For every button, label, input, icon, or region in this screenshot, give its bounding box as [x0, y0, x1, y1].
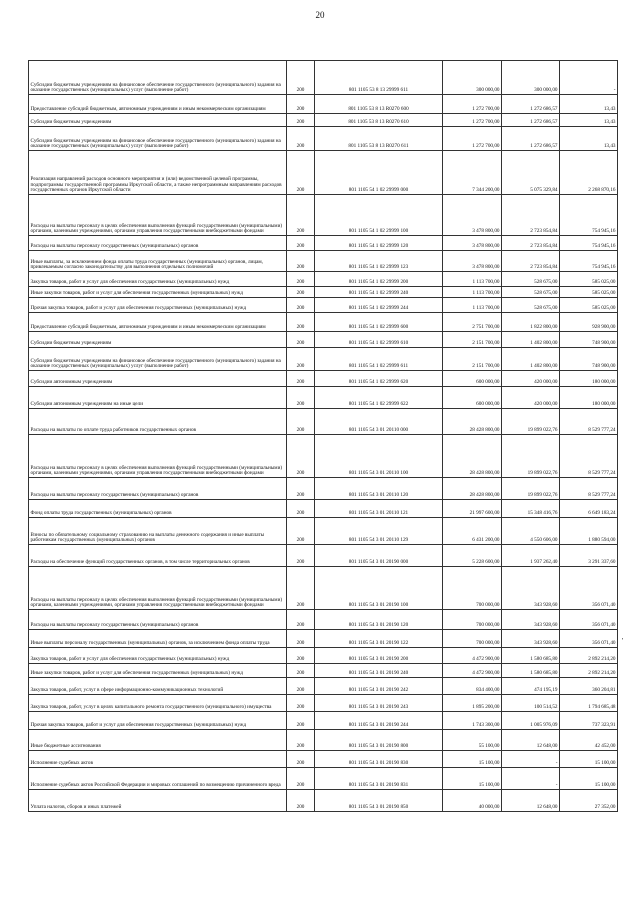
- row-rest: -: [560, 61, 618, 95]
- row-name: Субсидии автономным учреждениям: [29, 371, 287, 387]
- row-rest: 15 100,00: [560, 768, 618, 790]
- row-kbk: 801 1105 54 3 01 20110 129: [315, 518, 443, 545]
- row-code: 200: [287, 332, 315, 348]
- row-exec: 5 075 329,84: [502, 151, 560, 195]
- row-exec: 1 272 686,57: [502, 95, 560, 114]
- row-name: Иные закупки товаров, работ и услуг для обеспечения государственных (муниципальных) нужд: [29, 664, 287, 678]
- row-exec: 528 675,00: [502, 298, 560, 313]
- table-row: [29, 371, 618, 387]
- table-row: [29, 664, 618, 678]
- table-row: [29, 151, 618, 195]
- row-code: 200: [287, 751, 315, 768]
- row-rest: 748 900,00: [560, 348, 618, 371]
- row-exec: 1 402 800,00: [502, 332, 560, 348]
- row-name: Иные выплаты, за исключением фонда оплаты труда государственных (муниципальных) органов, лицам, привлекаемым согласно законодательству для выполнения отдельных полномочий: [29, 251, 287, 272]
- table-row: [29, 195, 618, 236]
- table-row: [29, 348, 618, 371]
- row-name: Закупка товаров, работ, услуг в целях капитального ремонта государственного (муниципального) имущества: [29, 695, 287, 712]
- row-code: 200: [287, 664, 315, 678]
- table-row: [29, 272, 618, 287]
- row-rest: 8 529 777,24: [560, 478, 618, 500]
- row-kbk: 801 1105 54 3 01 20190 242: [315, 678, 443, 695]
- row-rest: 1 880 594,00: [560, 518, 618, 545]
- table-row: [29, 712, 618, 730]
- row-name: Субсидии бюджетным учреждениям на финансовое обеспечение государственного (муниципального) задания на оказание государственных (муниципальных) услуг (выполнение работ): [29, 348, 287, 371]
- row-code: 200: [287, 518, 315, 545]
- row-kbk: 801 1105 54 1 02 29999 610: [315, 332, 443, 348]
- row-name: Иные закупки товаров, работ и услуг для обеспечения государственных (муниципальных) нужд: [29, 287, 287, 298]
- table-row: [29, 768, 618, 790]
- row-rest: 585 025,00: [560, 272, 618, 287]
- page-number: 20: [315, 10, 325, 20]
- table-row: [29, 630, 618, 648]
- row-plan: 15 100,00: [443, 751, 502, 768]
- table-row: [29, 127, 618, 151]
- row-kbk: 801 1105 53 8 13 R0270 611: [315, 127, 443, 151]
- table-row: [29, 251, 618, 272]
- row-kbk: 801 1105 54 1 02 29999 100: [315, 195, 443, 236]
- row-exec: 1 937 262,40: [502, 545, 560, 567]
- row-exec: 15 348 416,76: [502, 500, 560, 518]
- row-kbk: 801 1105 54 3 01 20190 120: [315, 610, 443, 630]
- row-exec: 1 822 800,00: [502, 313, 560, 332]
- row-rest: 748 900,00: [560, 332, 618, 348]
- row-plan: 55 100,00: [443, 730, 502, 751]
- row-code: 200: [287, 545, 315, 567]
- row-plan: 6 431 200,00: [443, 518, 502, 545]
- row-rest: 27 352,00: [560, 790, 618, 812]
- row-name: Прочая закупка товаров, работ и услуг для обеспечения государственных (муниципальных) нужд: [29, 712, 287, 730]
- row-kbk: 801 1105 54 1 02 29999 240: [315, 287, 443, 298]
- row-exec: 12 648,00: [502, 790, 560, 812]
- row-name: Субсидии бюджетным учреждениям на финансовое обеспечение государственного (муниципального) задания на оказание государственных (муниципальных) услуг (выполнение работ): [29, 127, 287, 151]
- row-rest: 180 000,00: [560, 371, 618, 387]
- row-plan: 1 113 700,00: [443, 272, 502, 287]
- row-code: 200: [287, 695, 315, 712]
- row-kbk: 801 1105 54 3 01 20110 100: [315, 435, 443, 478]
- row-name: Расходы на выплаты персоналу в целях обеспечения выполнения функций государственными (муниципальными) органами, казенными учреждениями, органами управления государственными внебюджетными фондами: [29, 435, 287, 478]
- row-name: Расходы на обеспечение функций государственных органов, в том числе территориальных органов: [29, 545, 287, 567]
- row-rest: 360 204,81: [560, 678, 618, 695]
- row-kbk: 801 1105 54 1 02 29999 611: [315, 348, 443, 371]
- row-rest: 754 945,16: [560, 195, 618, 236]
- row-code: 200: [287, 272, 315, 287]
- row-code: 200: [287, 712, 315, 730]
- row-exec: 343 928,60: [502, 630, 560, 648]
- row-code: 200: [287, 114, 315, 127]
- row-kbk: 801 1105 54 1 02 29999 620: [315, 371, 443, 387]
- row-plan: 4 472 900,00: [443, 648, 502, 664]
- row-plan: 1 743 300,00: [443, 712, 502, 730]
- row-exec: 1 402 800,00: [502, 348, 560, 371]
- row-name: Взносы по обязательному социальному страхованию на выплаты денежного содержания и иные выплаты работникам государственных (муниципальных) органов: [29, 518, 287, 545]
- row-code: 200: [287, 768, 315, 790]
- row-plan: 1 272 700,00: [443, 114, 502, 127]
- table-row: [29, 610, 618, 630]
- row-code: 200: [287, 630, 315, 648]
- row-plan: 28 428 800,00: [443, 409, 502, 435]
- row-rest: 585 025,00: [560, 287, 618, 298]
- row-plan: 3 478 800,00: [443, 195, 502, 236]
- row-plan: 2 151 700,00: [443, 332, 502, 348]
- row-kbk: 801 1105 54 3 01 20190 850: [315, 790, 443, 812]
- row-kbk: 801 1105 54 3 01 20190 122: [315, 630, 443, 648]
- row-name: Субсидии бюджетным учреждениям: [29, 332, 287, 348]
- row-rest: 356 071,40: [560, 567, 618, 610]
- row-name: Закупка товаров, работ и услуг для обеспечения государственных (муниципальных) нужд: [29, 272, 287, 287]
- table-row: [29, 61, 618, 95]
- row-kbk: 801 1105 54 3 01 20190 831: [315, 768, 443, 790]
- row-plan: 40 000,00: [443, 790, 502, 812]
- row-plan: 1 895 200,00: [443, 695, 502, 712]
- row-code: 200: [287, 567, 315, 610]
- row-name: Иные выплаты персоналу государственных (муниципальных) органов, за исключением фонда оплаты труда: [29, 630, 287, 648]
- row-plan: 15 100,00: [443, 768, 502, 790]
- row-kbk: 801 1105 54 1 02 29999 000: [315, 151, 443, 195]
- row-rest: 13,43: [560, 95, 618, 114]
- row-plan: 700 000,00: [443, 630, 502, 648]
- row-name: Расходы на выплаты персоналу в целях обеспечения выполнения функций государственными (муниципальными) органами, казенными учреждениями, органами управления государственными внебюджетными фондами: [29, 567, 287, 610]
- row-kbk: 801 1105 54 1 02 29999 244: [315, 298, 443, 313]
- row-exec: 343 928,60: [502, 567, 560, 610]
- table-row: [29, 567, 618, 610]
- row-exec: -: [502, 768, 560, 790]
- row-exec: 1 005 976,09: [502, 712, 560, 730]
- row-code: 200: [287, 251, 315, 272]
- table-row: [29, 95, 618, 114]
- table-row: [29, 298, 618, 313]
- row-kbk: 801 1105 54 1 02 29999 123: [315, 251, 443, 272]
- row-plan: 300 000,00: [443, 61, 502, 95]
- row-code: 200: [287, 287, 315, 298]
- row-exec: 474 195,19: [502, 678, 560, 695]
- row-name: Реализация направлений расходов основного мероприятия и (или) ведомственной целевой программы, подпрограммы государственной программы Иркутской области, а также непрограммным направлениям расходов государственных органов Иркутской области: [29, 151, 287, 195]
- table-row: [29, 500, 618, 518]
- row-plan: 2 151 700,00: [443, 348, 502, 371]
- row-code: 200: [287, 348, 315, 371]
- row-exec: 19 899 022,76: [502, 435, 560, 478]
- table-row: [29, 695, 618, 712]
- row-plan: 1 113 700,00: [443, 298, 502, 313]
- row-name: Расходы на выплаты персоналу государственных (муниципальных) органов: [29, 610, 287, 630]
- row-rest: 6 649 183,24: [560, 500, 618, 518]
- table-row: [29, 287, 618, 298]
- row-plan: 600 000,00: [443, 371, 502, 387]
- row-exec: 1 580 685,80: [502, 664, 560, 678]
- row-code: 200: [287, 61, 315, 95]
- row-rest: 180 000,00: [560, 387, 618, 409]
- row-rest: 356 071,40: [560, 610, 618, 630]
- row-kbk: 801 1105 54 3 01 20190 100: [315, 567, 443, 610]
- row-plan: 28 428 800,00: [443, 478, 502, 500]
- row-name: Расходы на выплаты персоналу в целях обеспечения выполнения функций государственными (муниципальными) органами, казенными учреждениями, органами управления государственными внебюджетными фондами: [29, 195, 287, 236]
- row-code: 200: [287, 151, 315, 195]
- row-rest: 356 071,40: [560, 630, 618, 648]
- row-code: 200: [287, 730, 315, 751]
- row-exec: 300 000,00: [502, 61, 560, 95]
- row-code: 200: [287, 678, 315, 695]
- row-name: Расходы на выплаты персоналу государственных (муниципальных) органов: [29, 478, 287, 500]
- row-code: 200: [287, 127, 315, 151]
- row-exec: 528 675,00: [502, 272, 560, 287]
- row-rest: 8 529 777,24: [560, 435, 618, 478]
- row-code: 200: [287, 610, 315, 630]
- row-code: 200: [287, 435, 315, 478]
- row-rest: 15 100,00: [560, 751, 618, 768]
- row-exec: 528 675,00: [502, 287, 560, 298]
- row-kbk: 801 1105 54 3 01 20110 120: [315, 478, 443, 500]
- row-kbk: 801 1105 54 3 01 20190 800: [315, 730, 443, 751]
- margin-mark: ': [622, 637, 624, 645]
- row-name: Субсидии бюджетным учреждениям: [29, 114, 287, 127]
- row-rest: 8 529 777,24: [560, 409, 618, 435]
- row-exec: 100 514,52: [502, 695, 560, 712]
- table-row: [29, 790, 618, 812]
- row-name: Предоставление субсидий бюджетным, автономным учреждениям и иным некоммерческим организациям: [29, 95, 287, 114]
- row-kbk: 801 1105 54 3 01 20190 830: [315, 751, 443, 768]
- row-exec: 4 550 606,00: [502, 518, 560, 545]
- row-code: 200: [287, 195, 315, 236]
- row-rest: 3 291 337,60: [560, 545, 618, 567]
- row-name: Субсидии автономным учреждениям на иные цели: [29, 387, 287, 409]
- row-plan: 28 428 800,00: [443, 435, 502, 478]
- row-code: 200: [287, 387, 315, 409]
- row-name: Исполнение судебных актов Российской Федерации и мировых соглашений по возмещению причиненного вреда: [29, 768, 287, 790]
- row-kbk: 801 1105 54 3 01 20190 244: [315, 712, 443, 730]
- table-row: [29, 236, 618, 251]
- budget-execution-table: [28, 60, 618, 812]
- row-plan: 5 228 600,00: [443, 545, 502, 567]
- row-name: Субсидии бюджетным учреждениям на финансовое обеспечение государственного (муниципального) задания на оказание государственных (муниципальных) услуг (выполнение работ): [29, 61, 287, 95]
- row-exec: 19 899 022,76: [502, 478, 560, 500]
- table-row: [29, 518, 618, 545]
- row-exec: 1 272 686,57: [502, 114, 560, 127]
- row-rest: 42 452,00: [560, 730, 618, 751]
- table-row: [29, 545, 618, 567]
- row-plan: 7 344 200,00: [443, 151, 502, 195]
- row-code: 200: [287, 95, 315, 114]
- row-rest: 928 900,00: [560, 313, 618, 332]
- row-exec: 420 000,00: [502, 371, 560, 387]
- row-plan: 700 000,00: [443, 567, 502, 610]
- row-code: 200: [287, 371, 315, 387]
- row-rest: 754 945,16: [560, 251, 618, 272]
- row-name: Закупка товаров, работ, услуг в сфере информационно-коммуникационных технологий: [29, 678, 287, 695]
- row-code: 200: [287, 298, 315, 313]
- row-exec: 19 899 022,76: [502, 409, 560, 435]
- table-row: [29, 409, 618, 435]
- row-code: 200: [287, 236, 315, 251]
- row-rest: 585 025,00: [560, 298, 618, 313]
- row-name: Расходы на выплаты по оплате труда работников государственных органов: [29, 409, 287, 435]
- row-kbk: 801 1105 54 1 02 29999 200: [315, 272, 443, 287]
- row-plan: 1 113 700,00: [443, 287, 502, 298]
- row-exec: -: [502, 751, 560, 768]
- row-exec: 2 723 854,84: [502, 236, 560, 251]
- table-row: [29, 751, 618, 768]
- row-plan: 834 400,00: [443, 678, 502, 695]
- row-name: Иные бюджетные ассигнования: [29, 730, 287, 751]
- row-plan: 3 478 800,00: [443, 251, 502, 272]
- row-code: 200: [287, 478, 315, 500]
- row-exec: 1 580 685,80: [502, 648, 560, 664]
- row-name: Исполнение судебных актов: [29, 751, 287, 768]
- row-kbk: 801 1105 53 8 13 R0270 610: [315, 114, 443, 127]
- table-row: [29, 648, 618, 664]
- row-exec: 420 000,00: [502, 387, 560, 409]
- table-body: [29, 61, 618, 812]
- row-code: 200: [287, 500, 315, 518]
- row-code: 200: [287, 790, 315, 812]
- row-kbk: 801 1105 54 1 02 29999 622: [315, 387, 443, 409]
- row-plan: 700 000,00: [443, 610, 502, 630]
- table-row: [29, 435, 618, 478]
- row-name: Уплата налогов, сборов и иных платежей: [29, 790, 287, 812]
- row-kbk: 801 1105 54 1 02 29999 120: [315, 236, 443, 251]
- row-rest: 754 945,16: [560, 236, 618, 251]
- table-row: [29, 114, 618, 127]
- row-kbk: 801 1105 53 8 13 29999 611: [315, 61, 443, 95]
- row-rest: 2 892 214,20: [560, 648, 618, 664]
- row-kbk: 801 1105 54 3 01 20190 240: [315, 664, 443, 678]
- row-name: Закупка товаров, работ и услуг для обеспечения государственных (муниципальных) нужд: [29, 648, 287, 664]
- row-exec: 2 723 854,84: [502, 195, 560, 236]
- row-kbk: 801 1105 54 3 01 20190 200: [315, 648, 443, 664]
- row-plan: 1 272 700,00: [443, 95, 502, 114]
- row-code: 200: [287, 409, 315, 435]
- row-plan: 3 478 800,00: [443, 236, 502, 251]
- row-kbk: 801 1105 54 3 01 20190 243: [315, 695, 443, 712]
- row-exec: 1 272 686,57: [502, 127, 560, 151]
- row-kbk: 801 1105 54 3 01 20110 000: [315, 409, 443, 435]
- row-exec: 343 928,60: [502, 610, 560, 630]
- row-exec: 2 723 854,84: [502, 251, 560, 272]
- row-rest: 1 794 685,48: [560, 695, 618, 712]
- table-row: [29, 313, 618, 332]
- table-row: [29, 387, 618, 409]
- table-row: [29, 332, 618, 348]
- table-row: [29, 730, 618, 751]
- row-plan: 600 000,00: [443, 387, 502, 409]
- row-plan: 4 472 900,00: [443, 664, 502, 678]
- table-row: [29, 678, 618, 695]
- row-name: Прочая закупка товаров, работ и услуг для обеспечения государственных (муниципальных) нужд: [29, 298, 287, 313]
- row-rest: 2 892 214,20: [560, 664, 618, 678]
- row-plan: 21 997 600,00: [443, 500, 502, 518]
- table-row: [29, 478, 618, 500]
- row-name: Расходы на выплаты персоналу государственных (муниципальных) органов: [29, 236, 287, 251]
- row-rest: 13,43: [560, 114, 618, 127]
- row-kbk: 801 1105 54 3 01 20190 000: [315, 545, 443, 567]
- row-code: 200: [287, 313, 315, 332]
- row-plan: 1 272 700,00: [443, 127, 502, 151]
- row-rest: 2 268 870,16: [560, 151, 618, 195]
- row-name: Фонд оплаты труда государственных (муниципальных) органов: [29, 500, 287, 518]
- row-kbk: 801 1105 54 1 02 29999 600: [315, 313, 443, 332]
- row-code: 200: [287, 648, 315, 664]
- row-exec: 12 648,00: [502, 730, 560, 751]
- row-rest: 13,43: [560, 127, 618, 151]
- row-rest: 737 323,91: [560, 712, 618, 730]
- row-name: Предоставление субсидий бюджетным, автономным учреждениям и иным некоммерческим организациям: [29, 313, 287, 332]
- row-kbk: 801 1105 53 8 13 R0270 600: [315, 95, 443, 114]
- row-kbk: 801 1105 54 3 01 20110 121: [315, 500, 443, 518]
- row-plan: 2 751 700,00: [443, 313, 502, 332]
